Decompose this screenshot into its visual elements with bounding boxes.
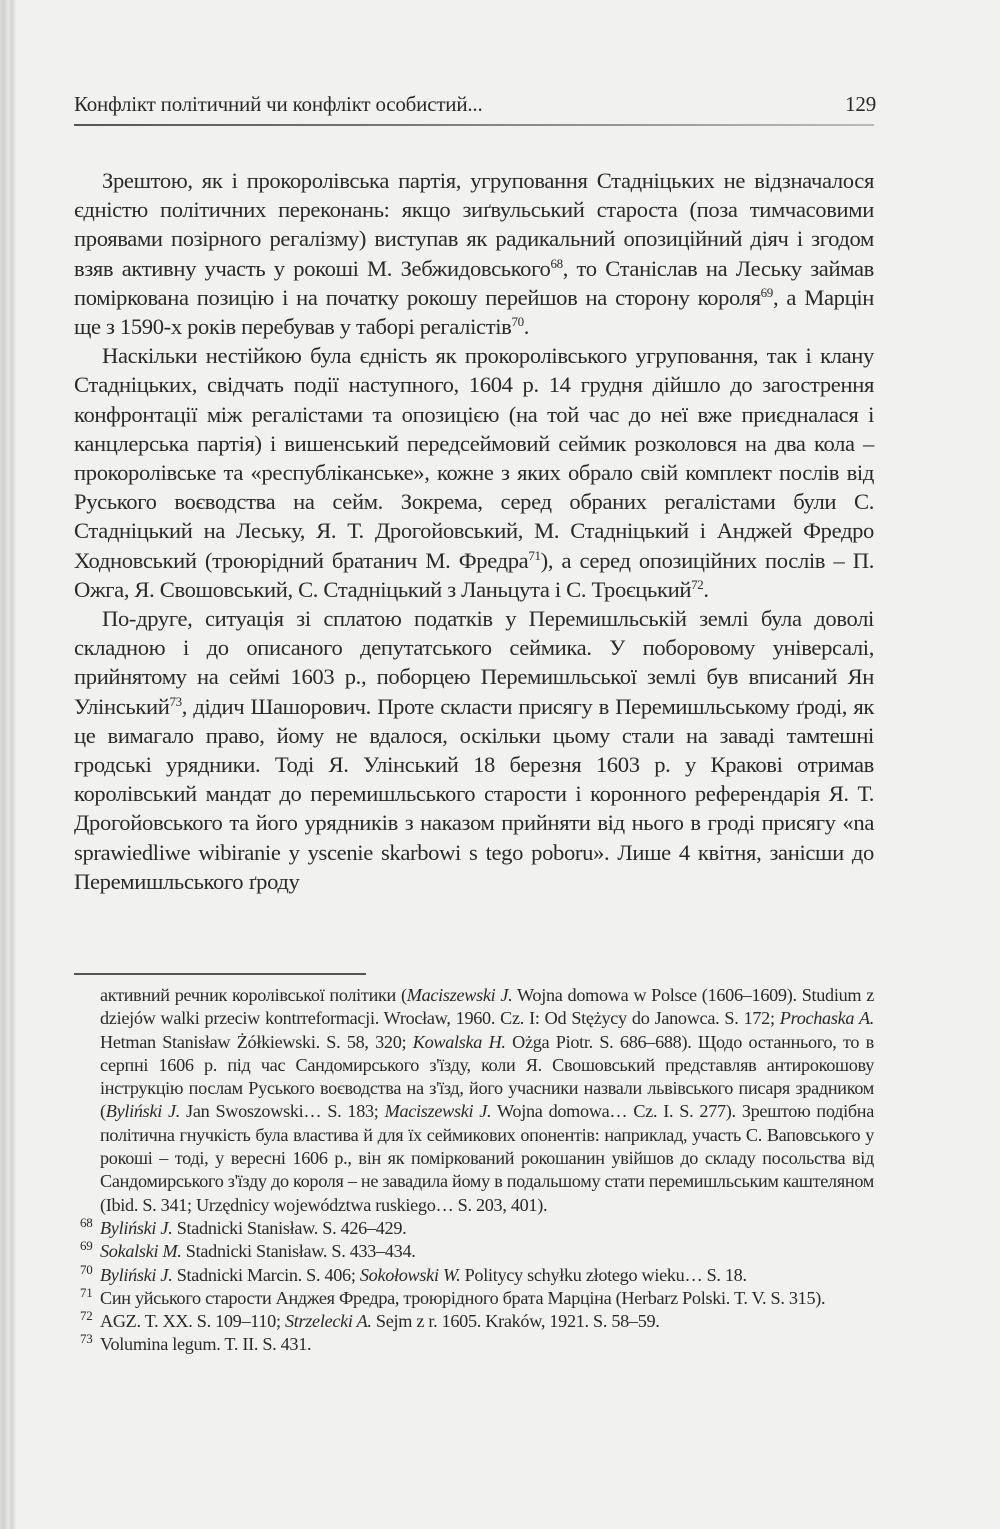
paragraph: По-друге, ситуація зі сплатою податків у Перемишльській землі була доволі складною і до описаного депутатського сеймика. У поборовому універсалі, прийнятому на сеймі 1603 р., поборцею Перемишльської землі був вписаний Ян Улінський$^{73}$, дідич Шашорович. Проте скласти присягу в Перемишльському ґроді, як це вимагало право, йому не вдалося, оскільки цьому стали на заваді тамтешні гродські урядники. Тоді Я. Улінський 18 березня 1603 р. у Кракові отримав королівський мандат до перемишльського старости і коронного референдарія Я. Т. Дрогойовського та його урядників з наказом прийняти від нього в гроді присягу «na sprawiedliwe wibiranie y yscenie skarbowi s tego poboru». Лише 4 квітня, занісши до Перемишльського ґроду — [74, 606, 874, 894]
footnote-continuation: активний речник королівської політики (Maciszewski J. Wojna domowa w Polsce (1606–1609). Studium z dziejów walki przeciw kontrreformacji. Wrocław, 1960. Cz. I: Od Stężycy do Janowca. S. 172; Prochaska A. Hetman Stanisław Żółkiewski. S. 58, 320; Kowalska H. Ożga Piotr. S. 686–688). Щодо останнього, то в серпні 1606 р. під час Сандомирського з'їзду, коли Я. Свошовський представляв антирокошову інструкцію послам Руського воєводства на з'їзд, його учасники назвали львівського писаря зрадником (Byliński J. Jan Swoszowski… S. 183; Maciszewski J. Wojna domowa… Cz. I. S. 277). Зрештою подібна політична гнучкість була властива й для їх сеймикових опонентів: наприклад, участь С. Ваповського у рокоші – тоді, у вересні 1606 р., він як поміркований рокошанин увійшов до складу посольства від Сандомирського з'їзду до короля – не завадила йому в подальшому стати перемишльським каштеляном (Ibid. S. 341; Urzędnicy województwa ruskiego… S. 203, 401). — [100, 985, 875, 1215]
footnote-ref: 70 — [511, 314, 524, 330]
footnotes — [80, 984, 875, 1357]
italic-citation: Maciszewski J. — [384, 1101, 492, 1122]
footnote-number: 70 — [80, 1261, 93, 1277]
footnote-68 — [80, 1214, 874, 1240]
footnote-70 — [80, 1261, 874, 1287]
footnote-72 — [80, 1308, 874, 1333]
italic-citation: Sokalski M. — [100, 1241, 182, 1262]
footnote-number: 73 — [80, 1331, 93, 1347]
italic-citation: Byliński J. — [105, 1101, 181, 1122]
running-title: Конфлікт політичний чи конфлікт особистий... — [74, 92, 483, 116]
footnote-text: AGZ. T. XX. S. 109–110; Strzelecki A. Sejm z r. 1605. Kraków, 1921. S. 58–59. — [100, 1311, 660, 1332]
footnote-ref: 68 — [550, 255, 563, 271]
header-rule — [74, 124, 874, 126]
italic-citation: Prochaska A. — [779, 1008, 874, 1029]
page-number: 129 — [845, 92, 876, 116]
italic-citation: Kowalska H. — [412, 1031, 506, 1052]
footnote-69 — [80, 1238, 874, 1263]
running-header — [74, 92, 874, 122]
footnote-ref: 73 — [169, 693, 182, 709]
book-binding-edge — [0, 0, 16, 1529]
footnote-text: Byliński J. Stadnicki Marcin. S. 406; Sokołowski W. Politycy schyłku złotego wieku… S. 18. — [100, 1264, 747, 1285]
footnote-number: 68 — [80, 1214, 93, 1230]
footnote-text: Volumina legum. T. II. S. 431. — [100, 1334, 312, 1355]
footnote-71 — [80, 1284, 874, 1310]
italic-citation: Strzelecki A. — [284, 1311, 372, 1332]
footnote-number: 72 — [80, 1308, 93, 1324]
italic-citation: Sokołowski W. — [359, 1264, 461, 1285]
footnote-text: Byliński J. Stadnicki Stanisław. S. 426–429. — [100, 1217, 407, 1238]
paragraph: Зрештою, як і прокоролівська партія, угруповання Стадніцьких не відзначалося єдністю політичних переконань: якщо зиґвульський староста (поза тимчасовими проявами позірного регалізму) виступав як радикальний опозиційний діяч і згодом взяв активну участь у рокоші М. Зебжидовського$^{68}$, то Станіслав на Леську займав поміркована позицію і на початку рокошу перейшов на сторону короля$^{69}$, а Марцін ще з 1590-х років перебував у таборі регалістів$^{70}$. — [74, 168, 875, 340]
italic-citation: Byliński J. — [100, 1264, 173, 1285]
footnote-ref: 69 — [760, 284, 773, 300]
paragraph: Наскільки нестійкою була єдність як прокоролівського угруповання, так і клану Стадніцьких, свідчать події наступного, 1604 р. 14 грудня дійшло до загострення конфронтації між регалістами та опозицією (на той час до неї вже приєдналася і канцлерська партія) і вишенський передсеймовий сеймик розколовся на два кола – прокоролівське та «республіканське», кожне з яких обрало свій комплект послів від Руського воєводства на сейм. Зокрема, серед обраних регалістами були С. Стадніцький на Леську, Я. Т. Дрогойовський, М. Стадніцький і Анджей Фредро Ходновський (троюрідний братанич М. Фредра$^{71}$), а серед опозиційних послів – П. Ожга, Я. Свошовський, С. Стадніцький з Ланьцута і С. Троєцький$^{72}$. — [74, 343, 874, 602]
footnote-number: 69 — [80, 1238, 93, 1254]
footnote-ref: 72 — [691, 576, 704, 592]
footnote-separator — [74, 973, 366, 975]
main-text — [74, 166, 874, 896]
footnote-73 — [80, 1331, 874, 1356]
footnote-text: Sokalski M. Stadnicki Stanisław. S. 433–434. — [100, 1241, 416, 1262]
footnote-text: Син уйського старости Анджея Фредра, троюрідного брата Марціна (Herbarz Polski. T. V. S. 315). — [100, 1287, 826, 1308]
footnote-ref: 71 — [528, 547, 541, 563]
italic-citation: Byliński J. — [100, 1217, 173, 1238]
italic-citation: Maciszewski J. — [406, 985, 513, 1005]
footnote-number: 71 — [80, 1284, 93, 1300]
